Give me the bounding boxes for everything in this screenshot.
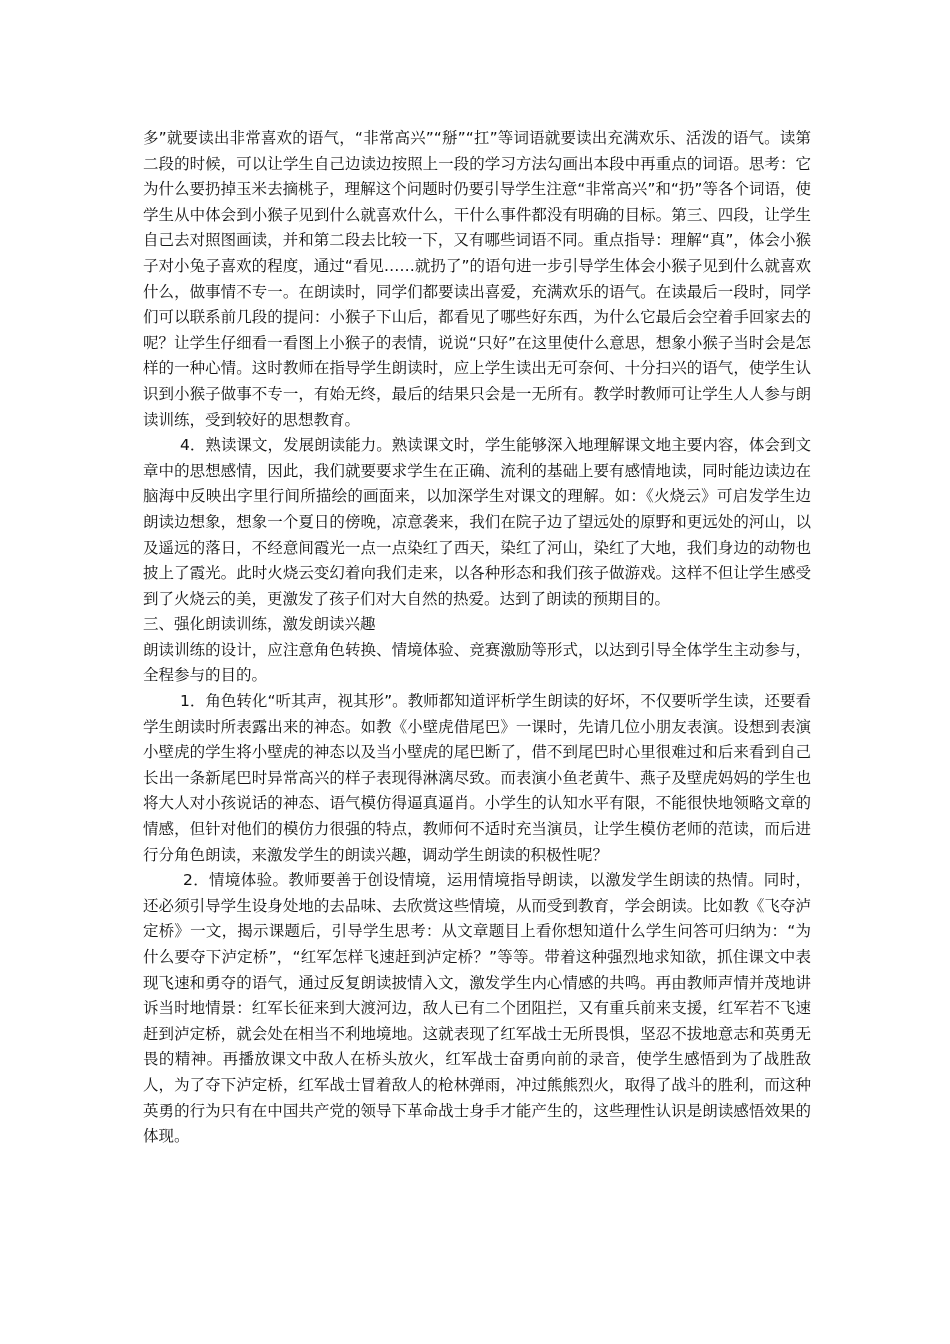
section-heading-3: 三、强化朗读训练，激发朗读兴趣 xyxy=(143,615,376,634)
paragraph-continued: 多”就要读出非常喜欢的语气，“非常高兴”“掰”“扛”等词语就要读出充满欢乐、活泼的语气。读第二段的时候，可以让学生自己边读边按照上一段的学习方法勾画出本段中再重点的词语。思考：它为什么要扔掉玉米去摘桃子，理解这个问题时仍要引导学生注意“非常高兴”和“扔”等各个词语，使学生从中体会到小猴子见到什么就喜欢什么，干什么事件都没有明确的目标。第三、四段，让学生自己去对照图画读，并和第二段去比较一下，又有哪些词语不同。重点指导：理解“真”，体会小猴子对小兔子喜欢的程度，通过“看见……就扔了”的语句进一步引导学生体会小猴子见到什么就喜欢什么，做事情不专一。在朗读时，同学们都要读出喜爱，充满欢乐的语气。在读最后一段时，同学们可以联系前几段的提问：小猴子下山后，都看见了哪些好东西，为什么它最后会空着手回家去的呢？让学生仔细看一看图上小猴子的表情，说说“只好”在这里使什么意思，想象小猴子当时会是怎样的一种心情。这时教师在指导学生朗读时，应上学生读出无可奈何、十分扫兴的语气，使学生认识到小猴子做事不专一，有始无终，最后的结果只会是一无所有。教学时教师可让学生人人参与朗读训练，受到较好的思想教育。 xyxy=(143,129,811,429)
paragraph-point-2: 2．情境体验。教师要善于创设情境，运用情境指导朗读，以激发学生朗读的热情。同时，还必须引导学生设身处地的去品味、去欣赏这些情境，从而受到教育，学会朗读。比如教《飞夺泸定桥》一文，揭示课题后，引导学生思考：从文章题目上看你想知道什么学生问答可归纳为：“为什么要夺下泸定桥”，“红军怎样飞速赶到泸定桥？”等等。带着这种强烈地求知欲，抓住课文中表现飞速和勇夺的语气，通过反复朗读披情入文，激发学生内心情感的共鸣。再由教师声情并茂地讲诉当时地情景：红军长征来到大渡河边，敌人已有二个团阻拦，又有重兵前来支援，红军若不飞速赶到泸定桥，就会处在相当不利地境地。这就表现了红军战士无所畏惧，坚忍不拔地意志和英勇无畏的精神。再播放课文中敌人在桥头放火，红军战士奋勇向前的录音，使学生感悟到为了战胜敌人，为了夺下泸定桥，红军战士冒着敌人的枪林弹雨，冲过熊熊烈火，取得了战斗的胜利，而这种英勇的行为只有在中国共产党的领导下革命战士身手才能产生的，这些理性认识是朗读感悟效果的体现。 xyxy=(143,871,811,1146)
paragraph-point-1: 1．角色转化“听其声，视其形”。教师都知道评析学生朗读的好坏，不仅要听学生读，还要看学生朗读时所表露出来的神态。如教《小壁虎借尾巴》一课时，先请几位小朋友表演。设想到表演小壁虎的学生将小壁虎的神态以及当小壁虎的尾巴断了，借不到尾巴时心里很难过和后来看到自己长出一条新尾巴时异常高兴的样子表现得淋漓尽致。而表演小鱼老黄牛、燕子及壁虎妈妈的学生也将大人对小孩说话的神态、语气模仿得逼真逼肖。小学生的认知水平有限，不能很快地领略文章的情感，但针对他们的模仿力很强的特点，教师何不适时充当演员，让学生模仿老师的范读，而后进行分角色朗读，来激发学生的朗读兴趣，调动学生朗读的积极性呢？ xyxy=(143,692,811,864)
paragraph-section-intro: 朗读训练的设计，应注意角色转换、情境体验、竞赛激励等形式，以达到引导全体学生主动参与，全程参与的目的。 xyxy=(143,640,811,685)
paragraph-point-4: 4．熟读课文，发展朗读能力。熟读课文时，学生能够深入地理解课文地主要内容，体会到文章中的思想感情，因此，我们就要要求学生在正确、流利的基础上要有感情地读，同时能边读边在脑海中反映出字里行间所描绘的画面来，以加深学生对课文的理解。如：《火烧云》可启发学生边朗读边想象，想象一个夏日的傍晚，凉意袭来，我们在院子边了望远处的原野和更远处的河山，以及遥远的落日，不经意间霞光一点一点染红了西天，染红了河山，染红了大地，我们身边的动物也披上了霞光。此时火烧云变幻着向我们走来，以各种形态和我们孩子做游戏。这样不但让学生感受到了火烧云的美，更激发了孩子们对大自然的热爱。达到了朗读的预期目的。 xyxy=(143,436,811,608)
document-body xyxy=(143,126,811,1150)
